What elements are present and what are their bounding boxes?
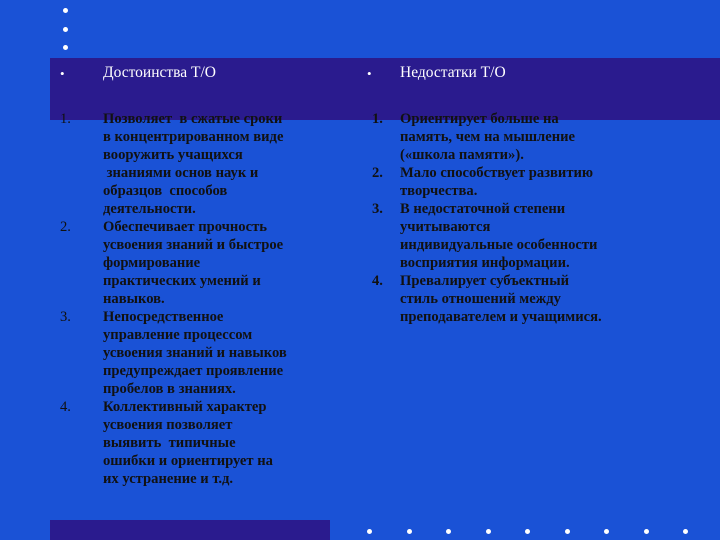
left-item-text: Позволяет в сжатые сроки в концентрированном виде вооружить учащихся знаниями основ наук и образцов способов деятельности. — [103, 111, 284, 217]
right-item-number: 4. — [372, 273, 383, 289]
left-item-number: 1. — [60, 111, 71, 127]
decorative-dot — [683, 529, 688, 534]
right-column-title: Недостатки Т/О — [400, 64, 506, 81]
decorative-dot — [604, 529, 609, 534]
left-item-text: Непосредственное управление процессом усвоения знаний и навыков предупреждает проявление пробелов в знаниях. — [103, 309, 287, 397]
right-item-text: Мало способствует развитию творчества. — [400, 165, 594, 199]
left-item-number: 2. — [60, 219, 71, 235]
decorative-dot — [525, 529, 530, 534]
left-item-text: Обеспечивает прочность усвоения знаний и быстрое формирование практических умений и навыков. — [103, 219, 284, 307]
left-item-number: 3. — [60, 309, 71, 325]
right-item-text: Ориентирует больше на память, чем на мышление («школа памяти»). — [400, 111, 575, 163]
left-column-title: Достоинства Т/О — [103, 64, 216, 81]
decorative-dot — [446, 529, 451, 534]
right-item-number: 2. — [372, 165, 383, 181]
decorative-dot — [644, 529, 649, 534]
right-item-text: Превалирует субъектный стиль отношений между преподавателем и учащимися. — [400, 273, 602, 325]
decorative-dot — [565, 529, 570, 534]
decorative-dot — [486, 529, 491, 534]
decorative-dot — [367, 529, 372, 534]
right-item-number: 3. — [372, 201, 383, 217]
right-item-text: В недостаточной степени учитываются индивидуальные особенности восприятия информации. — [400, 201, 598, 271]
bottom-band — [50, 520, 330, 540]
left-item-text: Коллективный характер усвоения позволяет выявить типичные ошибки и ориентирует на их устранение и т.д. — [103, 399, 273, 487]
decorative-dot — [63, 27, 68, 32]
header-bullet-left: • — [60, 66, 65, 81]
right-item-number: 1. — [372, 111, 383, 127]
decorative-dot — [407, 529, 412, 534]
decorative-dot — [63, 8, 68, 13]
decorative-dot — [63, 45, 68, 50]
left-item-number: 4. — [60, 399, 71, 415]
header-bullet-right: • — [367, 66, 372, 81]
